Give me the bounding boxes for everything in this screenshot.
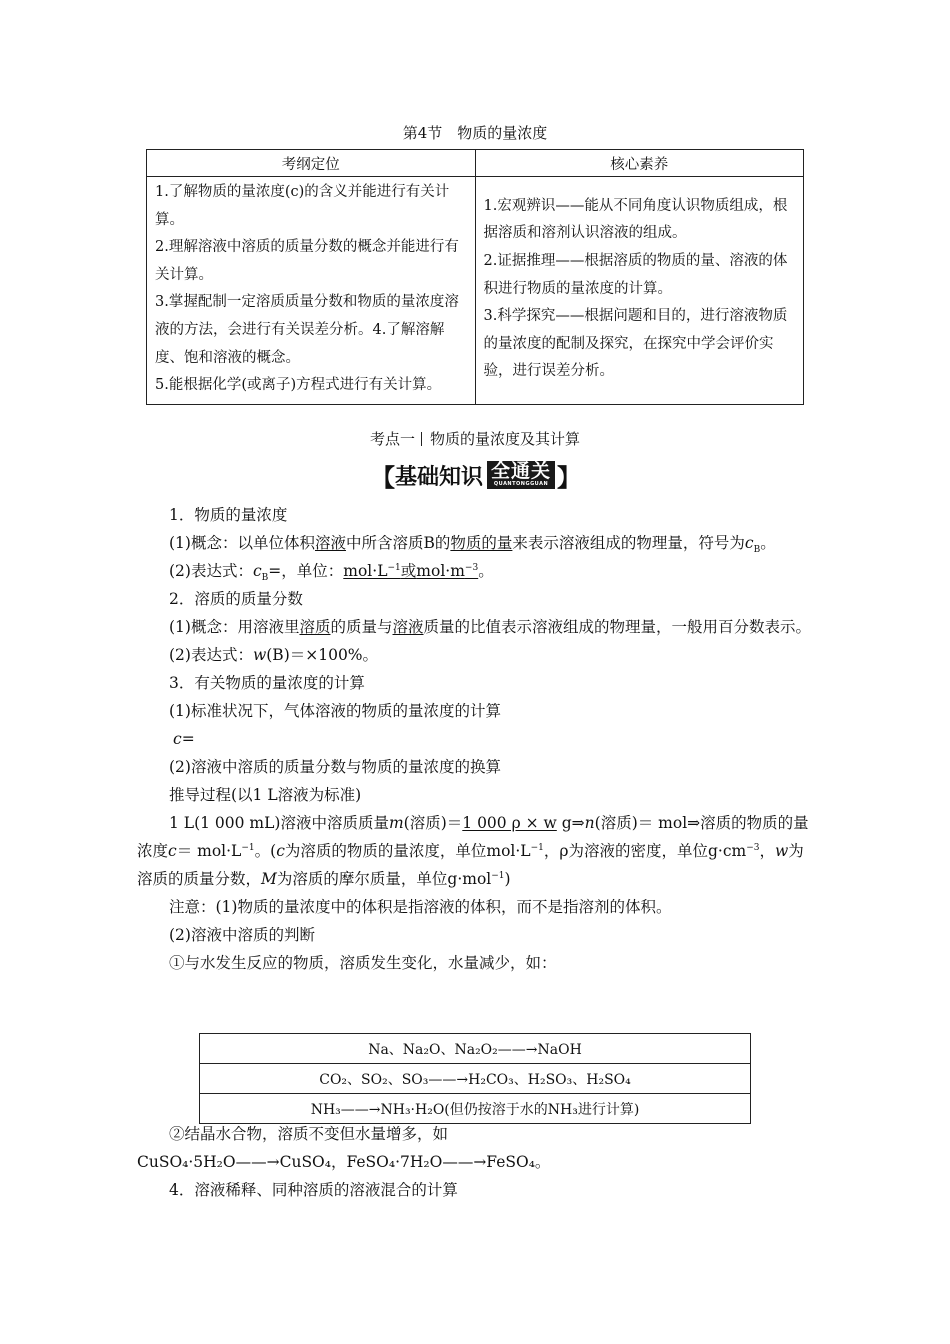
outline-table <box>146 149 804 405</box>
table-row <box>200 1094 751 1124</box>
reaction-table <box>199 1033 751 1124</box>
text: 。 <box>478 562 494 580</box>
text: (溶质)＝ <box>403 814 463 832</box>
banner-right-bracket: 】 <box>557 463 582 492</box>
table-row <box>200 1064 751 1094</box>
text: (溶质)＝ mol⇒溶质的物质的量浓度 <box>137 814 809 860</box>
text: ， <box>759 842 776 860</box>
symbol: n <box>584 814 595 832</box>
text: mol·m <box>416 562 465 580</box>
text: (2)表达式： <box>169 562 253 580</box>
paragraph-hydrate-example: CuSO₄·5H₂O——→CuSO₄，FeSO₄·7H₂O——→FeSO₄。 <box>137 1153 551 1171</box>
paragraph-concept-2 <box>137 613 817 641</box>
heading-1: 1．物质的量浓度 <box>169 506 288 524</box>
banner-left-bracket: 【 <box>371 463 395 492</box>
text: 为溶质的摩尔质量，单位g·mol <box>276 870 492 888</box>
paragraph-conversion: (2)溶液中溶质的质量分数与物质的量浓度的换算 <box>169 758 501 776</box>
banner-stamp <box>487 461 555 489</box>
text: 。 <box>760 534 776 552</box>
symbol: c <box>276 842 285 860</box>
superscript: −1 <box>387 562 401 573</box>
text: ，ρ为溶液的密度，单位g·cm <box>543 842 747 860</box>
text: (2)表达式： <box>169 646 253 664</box>
text: ) <box>504 870 511 888</box>
symbol: c <box>744 534 754 552</box>
superscript: −1 <box>491 870 505 881</box>
underlined-answer: 溶质 <box>299 618 331 636</box>
paragraph-react-water: ①与水发生反应的物质，溶质发生变化，水量减少，如： <box>169 954 557 972</box>
kaodian-label: 考点一 <box>369 430 415 448</box>
superscript: −3 <box>746 842 760 853</box>
text: 质量的比值表示溶液组成的物理量，一般用百分数表示。 <box>423 618 812 636</box>
hexin-item: 1.宏观辨识——能从不同角度认识物质组成，根据溶质和溶剂认识溶液的组成。 <box>483 197 788 242</box>
formula-c <box>137 725 817 753</box>
paragraph-solute-judgement: (2)溶液中溶质的判断 <box>169 926 315 944</box>
paragraph-derivation-detail <box>137 809 817 893</box>
paragraph-note: 注意：(1)物质的量浓度中的体积是指溶液的体积，而不是指溶剂的体积。 <box>169 898 672 916</box>
paragraph-expression-2 <box>137 641 817 669</box>
jichu-banner <box>371 459 581 491</box>
kaogang-cell <box>147 177 476 405</box>
superscript: −1 <box>241 842 255 853</box>
superscript: −3 <box>464 562 479 573</box>
subscript: B <box>261 573 269 584</box>
header-kaogang: 考纲定位 <box>147 150 476 177</box>
underlined-unit <box>343 562 478 580</box>
banner-text: 基础知识 <box>395 464 484 490</box>
text: 来表示溶液组成的物理量，符号为 <box>512 534 745 552</box>
section-title: 第4节 物质的量浓度 <box>402 124 548 142</box>
superscript: −1 <box>530 842 544 853</box>
paragraph-derivation: 推导过程(以1 L溶液为标准) <box>169 786 362 804</box>
underlined-answer: 1 000 ρ × w <box>462 814 557 832</box>
kaogang-item: 2.理解溶液中溶质的质量分数的概念并能进行有关计算。 <box>155 239 459 283</box>
kaogang-item: 3.掌握配制一定溶质质量分数和物质的量浓度溶液的方法，会进行有关误差分析。4.了解溶解度、饱和溶液的概念。 <box>155 294 459 366</box>
text: 1 L(1 000 mL)溶液中溶质质量 <box>169 814 389 832</box>
symbol: c <box>252 562 262 580</box>
content-body-2 <box>137 1120 817 1204</box>
text: 。( <box>254 842 277 860</box>
heading-3: 3．有关物质的量浓度的计算 <box>169 674 365 692</box>
text: =，单位： <box>268 562 344 580</box>
outline-body-row <box>147 177 804 405</box>
text: g⇒ <box>556 814 585 832</box>
symbol: M <box>261 870 277 888</box>
text: (1)概念：以单位体积 <box>169 534 315 552</box>
text: mol·L <box>343 562 388 580</box>
paragraph-gas: (1)标准状况下，气体溶液的物质的量浓度的计算 <box>169 702 501 720</box>
symbol: m <box>388 814 404 832</box>
text: 为溶质的质量分数， <box>137 842 804 888</box>
reaction-cell: CO₂、SO₂、SO₃——→H₂CO₃、H₂SO₃、H₂SO₄ <box>200 1064 751 1094</box>
subscript: B <box>753 545 761 556</box>
header-hexin: 核心素养 <box>475 150 804 177</box>
symbol: w <box>252 646 267 664</box>
underlined-answer: 溶液 <box>314 534 346 552</box>
text: ＝ mol·L <box>176 842 242 860</box>
reaction-cell: Na、Na₂O、Na₂O₂——→NaOH <box>200 1034 751 1064</box>
underlined-answer: 溶液 <box>392 618 424 636</box>
text: (B)＝×100%。 <box>266 646 379 664</box>
kaodian-divider <box>421 432 422 446</box>
outline-header-row <box>147 150 804 177</box>
content-body <box>137 501 817 977</box>
symbol: c <box>168 842 177 860</box>
text: 或 <box>400 562 417 580</box>
text: 中所含溶质B的 <box>345 534 451 552</box>
heading-2: 2．溶质的质量分数 <box>169 590 303 608</box>
paragraph-hydrate: ②结晶水合物，溶质不变但水量增多，如 <box>169 1125 449 1143</box>
underlined-answer: 物质的量 <box>450 534 513 552</box>
banner-stamp-text: 全通关 <box>491 460 552 482</box>
reaction-cell: NH₃——→NH₃·H₂O(但仍按溶于水的NH₃进行计算) <box>200 1094 751 1124</box>
table-row <box>200 1034 751 1064</box>
hexin-item: 3.科学探究——根据问题和目的，进行溶液物质的量浓度的配制及探究，在探究中学会评价实验，进行误差分析。 <box>483 308 788 380</box>
hexin-cell <box>475 177 804 405</box>
text: 的质量与 <box>330 618 393 636</box>
symbol: w <box>775 842 789 860</box>
text: 为溶质的物质的量浓度，单位mol·L <box>284 842 531 860</box>
symbol: c <box>173 730 182 748</box>
kaogang-item: 5.能根据化学(或离子)方程式进行有关计算。 <box>155 377 442 394</box>
kaogang-item: 1.了解物质的量浓度(c)的含义并能进行有关计算。 <box>155 184 450 228</box>
kaodian-title: 物质的量浓度及其计算 <box>430 430 581 448</box>
heading-4: 4．溶液稀释、同种溶质的溶液混合的计算 <box>169 1181 458 1199</box>
paragraph-expression-1 <box>137 557 817 585</box>
hexin-item: 2.证据推理——根据溶质的物质的量、溶液的体积进行物质的量浓度的计算。 <box>483 252 788 297</box>
banner-stamp-small: QUANTONGGUAN <box>493 481 549 487</box>
kaodian-heading <box>0 428 950 449</box>
text: (1)概念：用溶液里 <box>169 618 300 636</box>
text: = <box>181 730 195 748</box>
paragraph-concept-1 <box>137 529 817 557</box>
